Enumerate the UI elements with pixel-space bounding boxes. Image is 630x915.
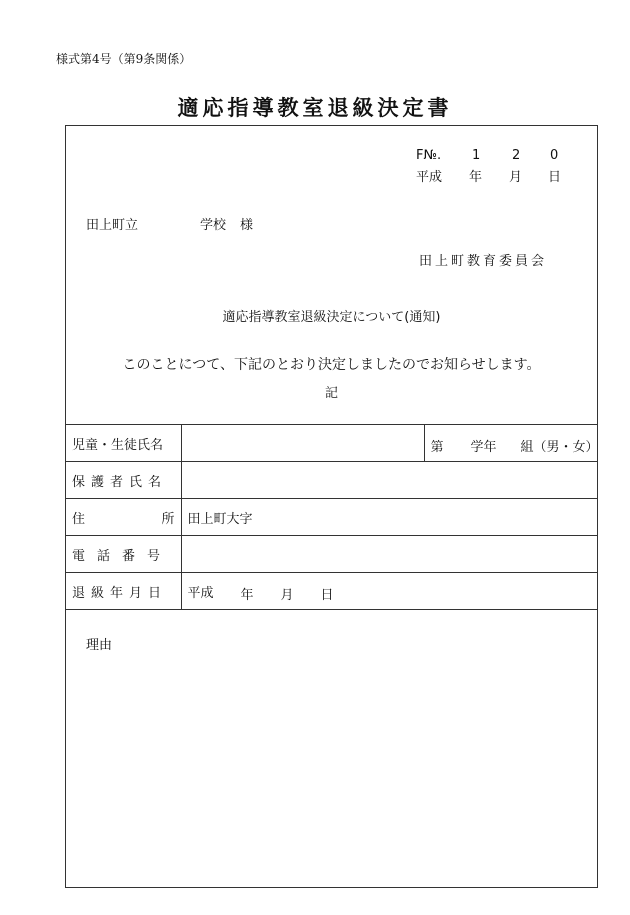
form-number-label: 様式第4号（第9条関係） bbox=[56, 52, 192, 66]
addressee-town: 田上町立 bbox=[86, 218, 139, 233]
form-frame bbox=[65, 125, 598, 888]
table-row bbox=[66, 425, 597, 462]
sender-name: 田上町教育委員会 bbox=[418, 254, 547, 269]
address-field[interactable]: 田上町大字 bbox=[181, 499, 597, 536]
file-number-prefix: F№. bbox=[416, 148, 442, 163]
reason-field[interactable] bbox=[76, 654, 586, 879]
file-number-part-3: 0 bbox=[550, 148, 559, 163]
addressee-school: 学校 bbox=[200, 218, 227, 233]
issue-date-row bbox=[66, 166, 599, 185]
address-label bbox=[66, 499, 181, 536]
phone-number-label: 電話番号 bbox=[66, 536, 181, 573]
document-title: 適応指導教室退級決定書 bbox=[177, 96, 453, 120]
table-row bbox=[66, 499, 597, 536]
reason-label: 理由 bbox=[86, 638, 113, 653]
withdrawal-date-year: 年 bbox=[240, 588, 254, 603]
guardian-name-field[interactable] bbox=[181, 462, 597, 499]
address-label-part-1: 住 bbox=[72, 511, 86, 527]
grade-dai: 第 bbox=[430, 440, 444, 455]
grade-class-gender: 組（男・女） bbox=[520, 440, 599, 455]
table-row bbox=[66, 462, 597, 499]
withdrawal-date-day: 日 bbox=[320, 588, 334, 603]
grade-year: 学年 bbox=[470, 440, 497, 455]
address-label-part-2: 所 bbox=[161, 511, 175, 527]
notice-body-text: このことにつて、下記のとおり決定しましたのでお知らせします。 bbox=[122, 357, 541, 373]
notice-subject: 適応指導教室退級決定について(通知) bbox=[222, 310, 441, 325]
withdrawal-date-month: 月 bbox=[280, 588, 294, 603]
addressee-honorific: 様 bbox=[240, 218, 254, 233]
grade-class-cell bbox=[424, 425, 597, 462]
file-number-part-2: 2 bbox=[512, 148, 521, 163]
issue-date-month: 月 bbox=[509, 170, 523, 185]
withdrawal-date-era: 平成 bbox=[187, 585, 214, 601]
guardian-name-label: 保護者氏名 bbox=[66, 462, 181, 499]
issue-date-era: 平成 bbox=[416, 170, 443, 185]
phone-number-field[interactable] bbox=[181, 536, 597, 573]
student-name-label: 児童・生徒氏名 bbox=[66, 425, 181, 462]
table-row bbox=[66, 573, 597, 610]
details-table bbox=[66, 424, 597, 610]
withdrawal-date-label: 退級年月日 bbox=[66, 573, 181, 610]
table-row bbox=[66, 536, 597, 573]
student-name-field[interactable] bbox=[181, 425, 424, 462]
file-number-part-1: 1 bbox=[472, 148, 481, 163]
issue-date-day: 日 bbox=[548, 170, 562, 185]
file-number-row bbox=[66, 148, 599, 164]
issue-date-year: 年 bbox=[469, 170, 483, 185]
withdrawal-date-field[interactable] bbox=[181, 573, 597, 610]
ki-marker: 記 bbox=[324, 386, 338, 401]
